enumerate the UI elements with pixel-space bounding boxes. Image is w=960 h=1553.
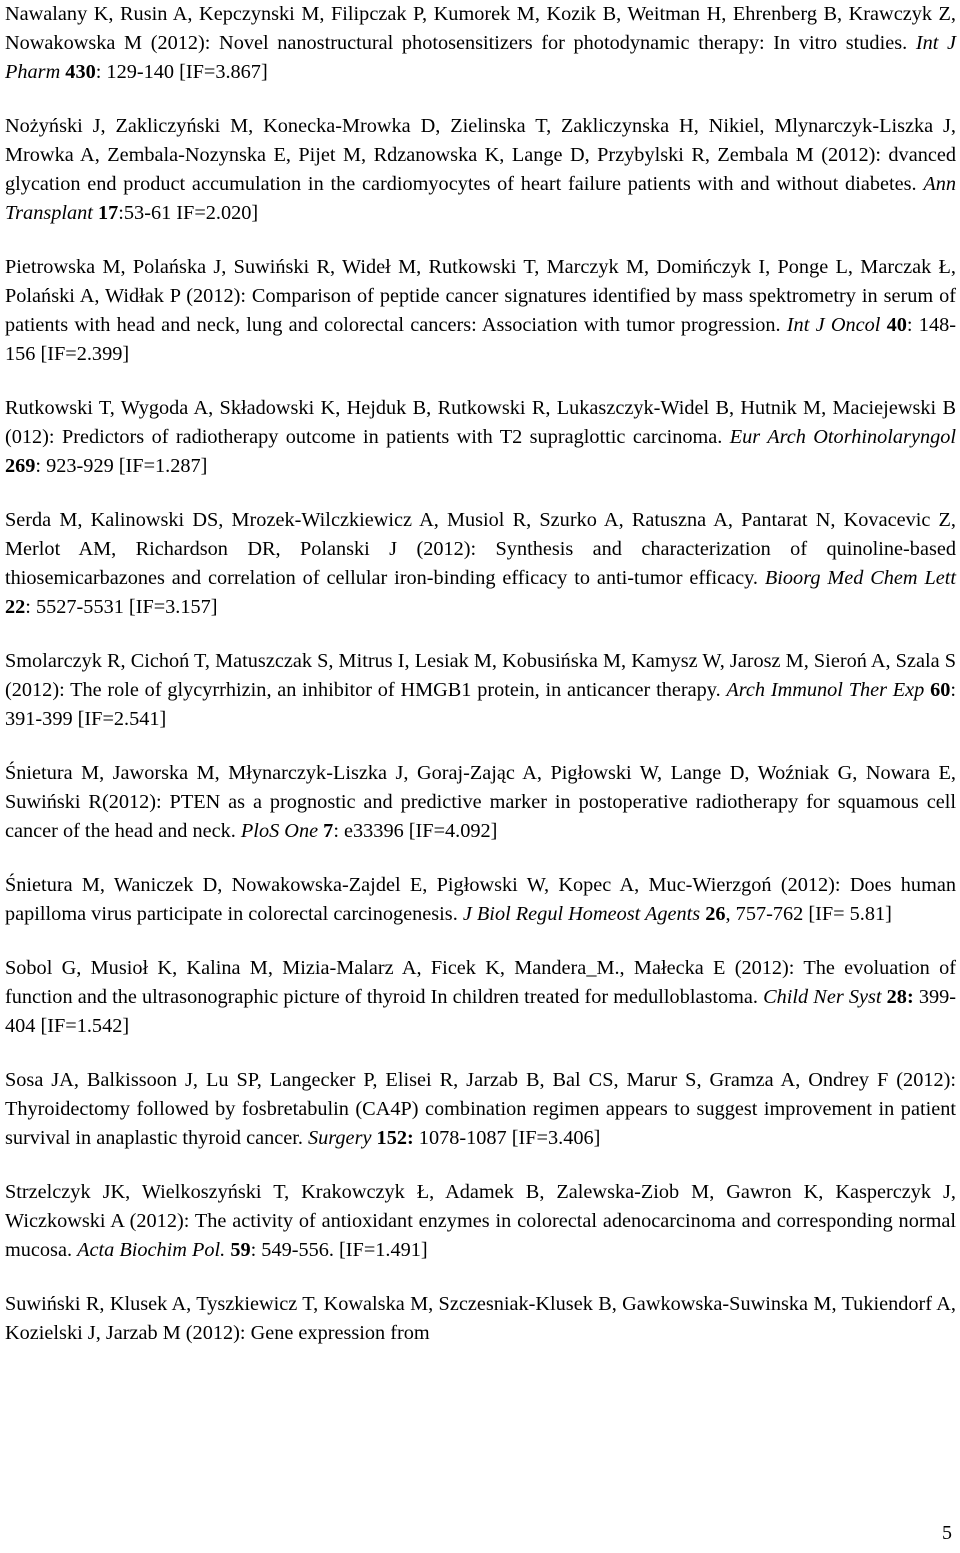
reference-text: Rutkowski T, Wygoda A, Składowski K, Hejduk B, Rutkowski R, Lukaszczyk-Widel B, Hutnik M, Maciejewski B (012): Predictors of radiotherapy outcome in patients with T2 supraglottic carcinoma. [5,397,956,448]
reference-entry [5,112,956,228]
reference-entry [5,1290,956,1348]
reference-list [5,0,956,1373]
reference-text: Śnietura M, Jaworska M, Młynarczyk-Liszka J, Goraj-Zając A, Pigłowski W, Lange D, Woźniak G, Nowara E, Suwiński R(2012): PTEN as a prognostic and predictive marker in postoperative radiotherapy for squamous cell cancer of the head and neck. [5,762,956,842]
reference-text: Sobol G, Musioł K, Kalina M, Mizia-Malarz A, Ficek K, Mandera_M., Małecka E (2012): The evoluation of function and the ultrasonographic picture of thyroid In children treated for medulloblastoma. [5,957,956,1008]
journal-volume: 59 [230,1239,251,1261]
journal-name: Int J Pharm [5,32,956,83]
journal-name: Arch Immunol Ther Exp [726,679,925,701]
journal-volume: 17 [98,202,119,224]
reference-entry [5,759,956,846]
page-number: 5 [942,1522,952,1544]
journal-name: Acta Biochim Pol. [77,1239,226,1261]
pages-impact-factor: : 923-929 [IF=1.287] [35,455,208,477]
journal-name: PloS One [240,820,319,842]
pages-impact-factor: : 549-556. [IF=1.491] [250,1239,428,1261]
reference-text: Serda M, Kalinowski DS, Mrozek-Wilczkiewicz A, Musiol R, Szurko A, Ratuszna A, Pantarat N, Kovacevic Z, Merlot AM, Richardson DR, Polanski J (2012): Synthesis and characterization of quinoline-based thiosemicarbazones and correlation of cellular iron-binding efficacy to anti-tumor efficacy. [5,509,956,589]
reference-text: Nożyński J, Zakliczyński M, Konecka-Mrowka D, Zielinska T, Zakliczynska H, Nikiel, Mlynarczyk-Liszka J, Mrowka A, Zembala-Nozynska E, Pijet M, Rdzanowska K, Lange D, Przybylski R, Zembala M (2012): dvanced glycation end product accumulation in the cardiomyocytes of heart failure patients with and without diabetes. [5,115,956,195]
journal-volume: 7 [323,820,334,842]
pages-impact-factor: 399-404 [IF=1.542] [5,986,956,1037]
reference-entry [5,0,956,87]
journal-name: Surgery [308,1127,372,1149]
journal-volume: 28: [886,986,914,1008]
pages-impact-factor: : 391-399 [IF=2.541] [5,679,956,730]
reference-entry [5,1066,956,1153]
journal-volume: 22 [5,596,26,618]
reference-entry [5,871,956,929]
pages-impact-factor: : e33396 [IF=4.092] [333,820,498,842]
reference-entry [5,1178,956,1265]
journal-volume: 269 [5,455,36,477]
journal-volume: 60 [930,679,951,701]
reference-entry [5,253,956,369]
reference-text: Nawalany K, Rusin A, Kepczynski M, Filipczak P, Kumorek M, Kozik B, Weitman H, Ehrenberg B, Krawczyk Z, Nowakowska M (2012): Novel nanostructural photosensitizers for photodynamic therapy: In vitro studies. [5,3,956,54]
reference-entry [5,394,956,481]
reference-entry [5,647,956,734]
reference-text: Suwiński R, Klusek A, Tyszkiewicz T, Kowalska M, Szczesniak-Klusek B, Gawkowska-Suwinska M, Tukiendorf A, Kozielski J, Jarzab M (2012): Gene expression from [5,1293,956,1344]
journal-name: J Biol Regul Homeost Agents [462,903,701,925]
reference-entry [5,506,956,622]
pages-impact-factor: : 129-140 [IF=3.867] [95,61,268,83]
journal-volume: 40 [886,314,907,336]
reference-text: Pietrowska M, Polańska J, Suwiński R, Wideł M, Rutkowski T, Marczyk M, Domińczyk I, Ponge L, Marczak Ł, Polański A, Widłak P (2012): Comparison of peptide cancer signatures identified by mass spektrometry in serum of patients with head and neck, lung and colorectal cancers: Association with tumor progression. [5,256,956,336]
pages-impact-factor: 1078-1087 [IF=3.406] [413,1127,601,1149]
reference-text: Sosa JA, Balkissoon J, Lu SP, Langecker P, Elisei R, Jarzab B, Bal CS, Marur S, Gramza A, Ondrey F (2012): Thyroidectomy followed by fosbretabulin (CA4P) combination regimen appears to suggest improvement in patient survival in anaplastic thyroid cancer. [5,1069,956,1149]
reference-entry [5,954,956,1041]
journal-name: Bioorg Med Chem Lett [764,567,957,589]
pages-impact-factor: : 5527-5531 [IF=3.157] [25,596,218,618]
journal-name: Eur Arch Otorhinolaryngol [729,426,957,448]
pages-impact-factor: , 757-762 [IF= 5.81] [725,903,892,925]
journal-name: Ann Transplant [5,173,956,224]
journal-name: Child Ner Syst [763,986,887,1008]
journal-name: Int J Oncol [786,314,881,336]
reference-text: Śnietura M, Waniczek D, Nowakowska-Zajdel E, Pigłowski W, Kopec A, Muc-Wierzgoń (2012): Does human papilloma virus participate in colorectal carcinogenesis. [5,874,956,925]
journal-volume: 430 [65,61,96,83]
reference-text: Smolarczyk R, Cichoń T, Matuszczak S, Mitrus I, Lesiak M, Kobusińska M, Kamysz W, Jarosz M, Sieroń A, Szala S (2012): The role of glycyrrhizin, an inhibitor of HMGB1 protein, in anticancer therapy. [5,650,956,701]
pages-impact-factor: :53-61 IF=2.020] [118,202,259,224]
journal-volume: 152: [376,1127,414,1149]
journal-volume: 26 [705,903,726,925]
pages-impact-factor: : 148-156 [IF=2.399] [5,314,956,365]
reference-text: Strzelczyk JK, Wielkoszyński T, Krakowczyk Ł, Adamek B, Zalewska-Ziob M, Gawron K, Kasperczyk J, Wiczkowski A (2012): The activity of antioxidant enzymes in colorectal adenocarcinoma and corresponding normal mucosa. [5,1181,956,1261]
